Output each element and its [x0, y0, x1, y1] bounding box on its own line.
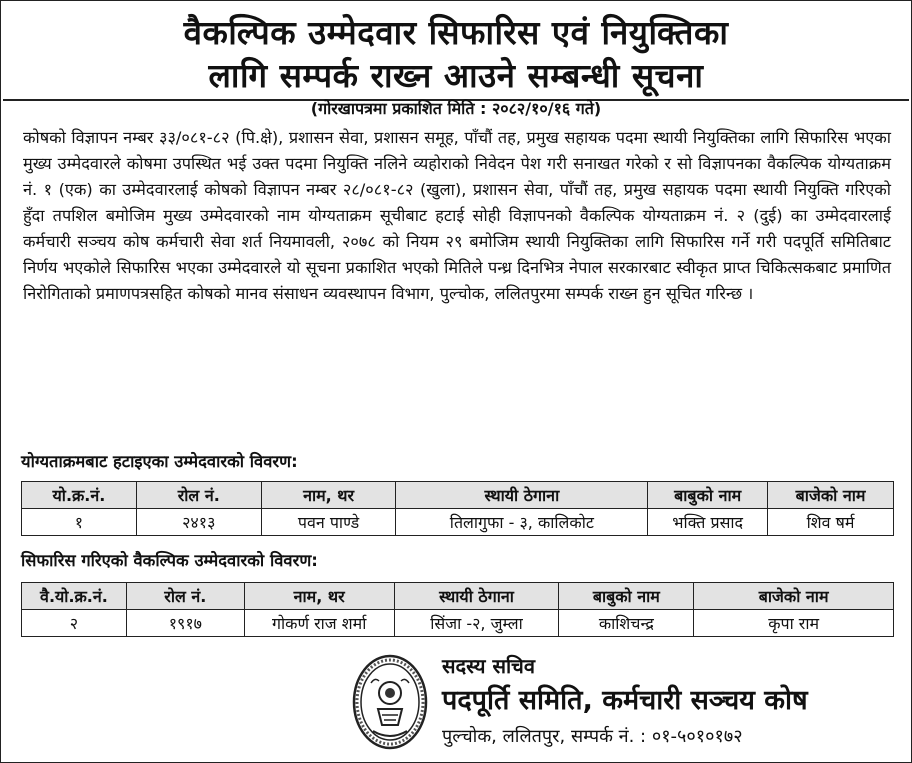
column-header: वै.यो.क्र.नं. — [22, 583, 127, 610]
organization-seal-icon — [351, 653, 429, 751]
table-cell: शिव षर्म — [768, 509, 894, 536]
column-header: यो.क्र.नं. — [22, 482, 137, 509]
table-cell: सिंजा -२, जुम्ला — [394, 610, 559, 637]
recommended-candidates-heading: सिफारिस गरिएको वैकल्पिक उम्मेदवारको विवरण: — [21, 551, 318, 570]
notice-title — [1, 1, 911, 97]
removed-candidates-table — [21, 481, 894, 536]
column-header: बाबुको नाम — [559, 583, 694, 610]
column-header: स्थायी ठेगाना — [394, 583, 559, 610]
signatory-role: सदस्य सचिव — [442, 654, 536, 678]
table-row — [22, 610, 894, 637]
column-header: बाजेको नाम — [768, 482, 894, 509]
table-cell: १९१७ — [126, 610, 244, 637]
table-cell: २४१३ — [136, 509, 261, 536]
column-header: बाजेको नाम — [694, 583, 894, 610]
recommended-candidates-table — [21, 582, 894, 637]
table-row — [22, 509, 894, 536]
column-header: रोल नं. — [126, 583, 244, 610]
column-header: स्थायी ठेगाना — [396, 482, 648, 509]
contact-info: पुल्चोक, ललितपुर, सम्पर्क नं. : ०१-५०१०१७२ — [442, 726, 743, 747]
table-cell: २ — [22, 610, 127, 637]
table-cell: तिलागुफा - ३, कालिकोट — [396, 509, 648, 536]
table-cell: कृपा राम — [694, 610, 894, 637]
table-header-row — [22, 482, 894, 509]
column-header: बाबुको नाम — [648, 482, 768, 509]
table-cell: गोकर्ण राज शर्मा — [244, 610, 394, 637]
column-header: नाम, थर — [261, 482, 396, 509]
notice-body: कोषको विज्ञापन नम्बर ३३/०८१-८२ (पि.क्षे), प्रशासन सेवा, प्रशासन समूह, पाँचौं तह, प्रमुख सहायक पदमा स्थायी नियुक्तिका लागि सिफारिस भएका मुख्य उम्मेदवारले कोषमा उपस्थित भई उक्त पदमा नियुक्ति नलिने व्यहोराको निवेदन पेश गरी सनाखत गरेको र सो विज्ञापनका वैकल्पिक योग्यताक्रम नं. १ (एक) का उम्मेदवारलाई कोषको विज्ञापन नम्बर २८/०८१-८२ (खुला), प्रशासन सेवा, पाँचौं तह, प्रमुख सहायक पदमा स्थायी नियुक्ति गरिएको हुँदा तपशिल बमोजिम मुख्य उम्मेदवारको नाम योग्यताक्रम सूचीबाट हटाई सोही विज्ञापनको वैकल्पिक योग्यताक्रम नं. २ (दुई) का उम्मेदवारलाई कर्मचारी सञ्चय कोष कर्मचारी सेवा शर्त नियमावली, २०७८ को नियम २९ बमोजिम स्थायी नियुक्तिका लागि सिफारिस गर्ने गरी पदपूर्ति समितिबाट निर्णय भएकोले सिफारिस भएका उम्मेदवारले यो सूचना प्रकाशित भएको मितिले पन्ध्र दिनभित्र नेपाल सरकारबाट स्वीकृत प्राप्त चिकित्सकबाट प्रमाणित निरोगिताको प्रमाणपत्रसहित कोषको मानव संसाधन व्यवस्थापन विभाग, पुल्चोक, ललितपुरमा सम्पर्क राख्न हुन सूचित गरिन्छ । — [23, 128, 891, 303]
table-cell: भक्ति प्रसाद — [648, 509, 768, 536]
column-header: रोल नं. — [136, 482, 261, 509]
table-header-row — [22, 583, 894, 610]
removed-candidates-heading: योग्यताक्रमबाट हटाइएका उम्मेदवारको विवरण: — [21, 452, 298, 471]
table-cell: पवन पाण्डे — [261, 509, 396, 536]
table-cell: काशिचन्द्र — [559, 610, 694, 637]
title-line-2: लागि सम्पर्क राख्न आउने सम्बन्धी सूचना — [208, 56, 704, 95]
committee-name: पदपूर्ति समिति, कर्मचारी सञ्चय कोष — [442, 685, 808, 716]
publication-date: (गोरखापत्रमा प्रकाशित मिति : २०८२/१०/१६ गते) — [310, 99, 602, 118]
title-line-1: वैकल्पिक उम्मेदवार सिफारिस एवं नियुक्तिका — [183, 13, 729, 52]
column-header: नाम, थर — [244, 583, 394, 610]
table-cell: १ — [22, 509, 137, 536]
